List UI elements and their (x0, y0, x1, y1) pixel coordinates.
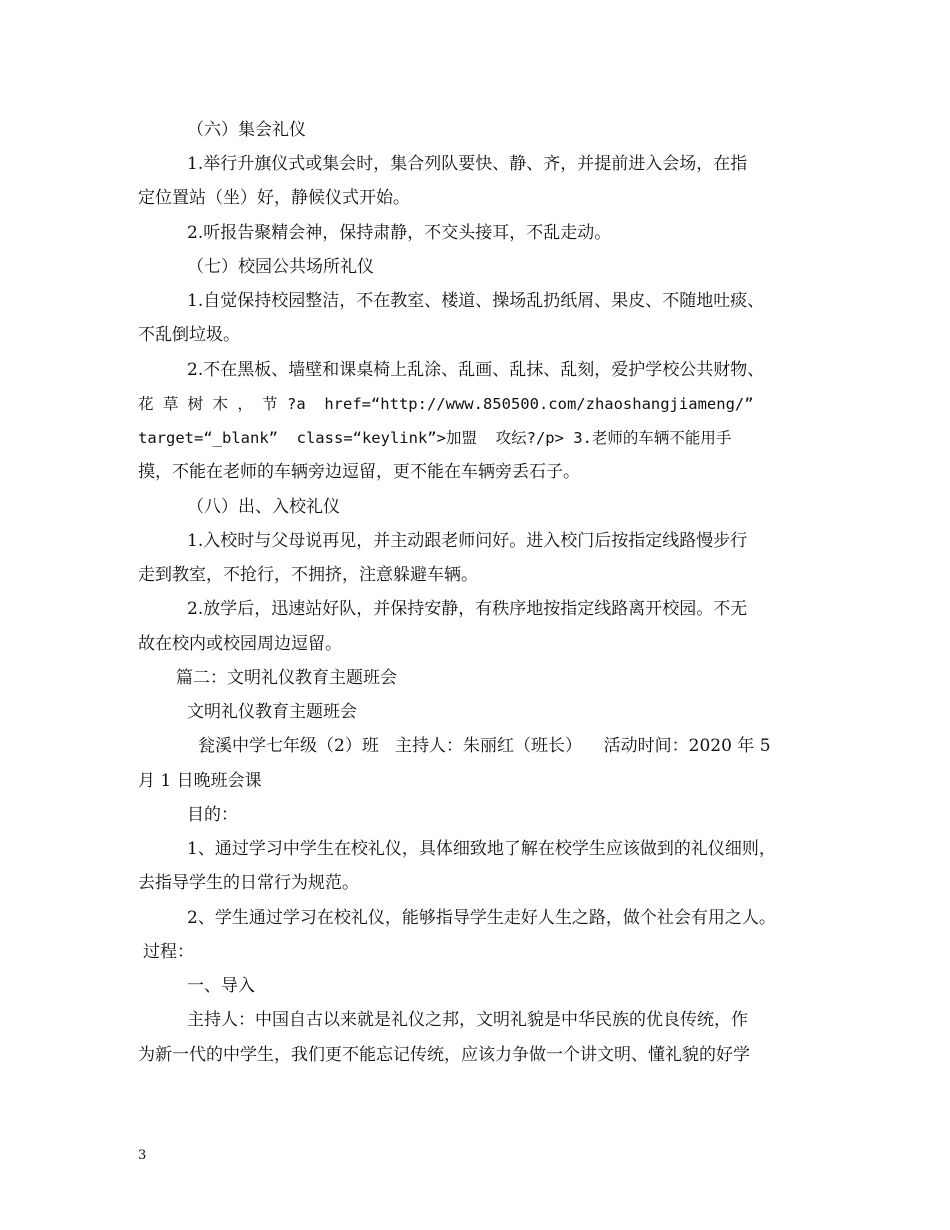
paragraph-line: 2.放学后，迅速站好队，并保持安静，有秩序地按指定线路离开校园。不无 (187, 599, 748, 619)
paragraph-line: 故在校内或校园周边逗留。 (138, 634, 342, 654)
paragraph-line-html-fragment: 花 草 树 木 ， 节 ?a href=“http://www.850500.com/zhaoshangjiameng/” (138, 395, 754, 413)
paragraph-line: 2、学生通过学习在校礼仪，能够指导学生走好人生之路，做个社会有用之人。 (187, 908, 776, 928)
subtitle: 文明礼仪教育主题班会 (187, 702, 357, 722)
paragraph-line: 走到教室，不抢行，不拥挤，注意躲避车辆。 (138, 565, 478, 585)
section-heading-8: （八）出、入校礼仪 (187, 497, 340, 517)
paragraph-line: 主持人：中国自古以来就是礼仪之邦，文明礼貌是中华民族的优良传统，作 (187, 1010, 748, 1030)
chapter-title: 篇二：文明礼仪教育主题班会 (176, 668, 397, 688)
process-heading: 过程： (143, 942, 194, 962)
section-heading-6: （六）集会礼仪 (187, 120, 306, 140)
class-info-line: 瓮溪中学七年级（2）班 主持人：朱丽红（班长） 活动时间：2020 年 5 (198, 736, 771, 756)
paragraph-line: 1.自觉保持校园整洁，不在教室、楼道、操场乱扔纸屑、果皮、不随地吐痰、 (187, 291, 765, 311)
paragraph-line-html-fragment: target=“_blank” class=“keylink”>加盟 攻纭?/p> 3.老师的车辆不能用手 (138, 429, 732, 447)
section-heading-intro: 一、导入 (187, 976, 255, 996)
paragraph-line: 1、通过学习中学生在校礼仪，具体细致地了解在校学生应该做到的礼仪细则， (187, 839, 776, 859)
class-info-line: 月 1 日晚班会课 (138, 771, 262, 791)
page-number: 3 (138, 1148, 147, 1163)
paragraph-line: 定位置站（坐）好，静候仪式开始。 (138, 188, 410, 208)
paragraph-line: 1.举行升旗仪式或集会时，集合列队要快、静、齐，并提前进入会场，在指 (187, 154, 748, 174)
paragraph-line: 2.听报告聚精会神，保持肃静，不交头接耳，不乱走动。 (187, 223, 612, 243)
paragraph-line: 去指导学生的日常行为规范。 (138, 873, 359, 893)
paragraph-line: 摸，不能在老师的车辆旁边逗留，更不能在车辆旁丢石子。 (138, 462, 580, 482)
paragraph-line: 为新一代的中学生，我们更不能忘记传统，应该力争做一个讲文明、懂礼貌的好学 (138, 1045, 750, 1065)
paragraph-line: 1.入校时与父母说再见，并主动跟老师问好。进入校门后按指定线路慢步行 (187, 531, 748, 551)
paragraph-line: 2.不在黑板、墙壁和课桌椅上乱涂、乱画、乱抹、乱刻，爱护学校公共财物、 (187, 360, 765, 380)
purpose-heading: 目的： (187, 805, 238, 825)
section-heading-7: （七）校园公共场所礼仪 (187, 257, 374, 277)
paragraph-line: 不乱倒垃圾。 (138, 325, 240, 345)
